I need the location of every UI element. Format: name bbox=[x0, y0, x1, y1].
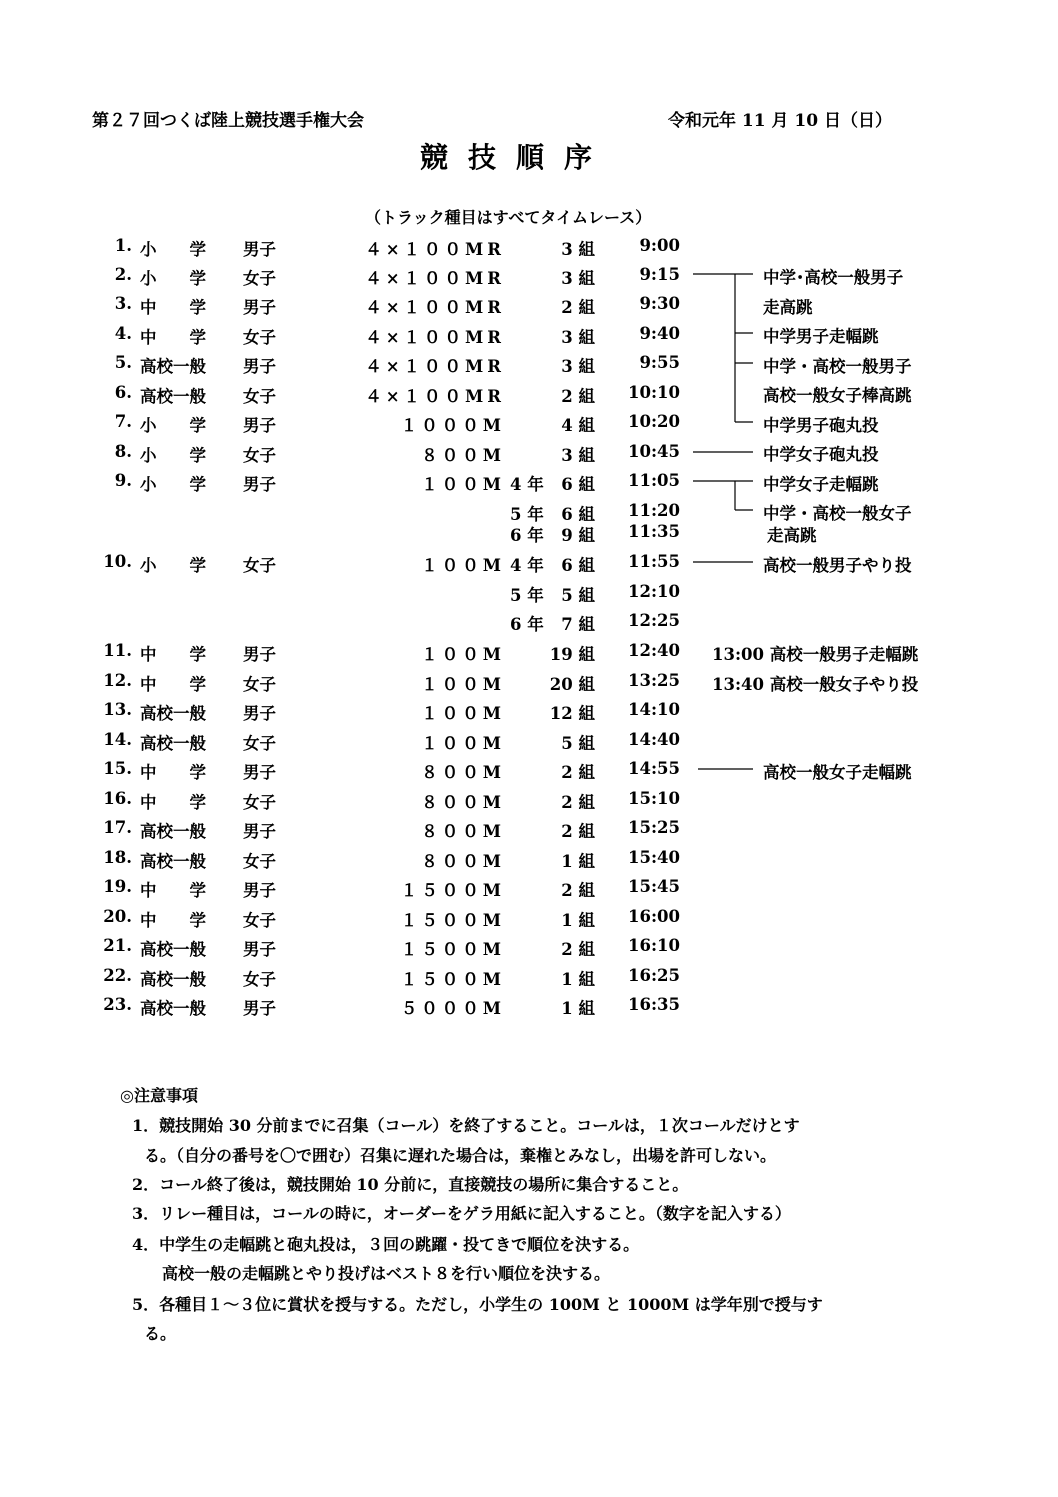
row-event: １００M bbox=[421, 675, 505, 694]
row-category: 高校一般 bbox=[140, 704, 206, 723]
row-gender: 男子 bbox=[243, 763, 276, 782]
row-time: 9:15 bbox=[639, 265, 680, 284]
row-gender: 女子 bbox=[243, 970, 276, 989]
row-event: ４×１００MR bbox=[365, 240, 505, 259]
row-event: ４×１００MR bbox=[365, 357, 505, 376]
row-event: １００M bbox=[421, 645, 505, 664]
row-time: 12:10 bbox=[627, 582, 680, 601]
field-event-2: 中学男子走幅跳 bbox=[763, 327, 879, 346]
row-gender: 男子 bbox=[243, 298, 276, 317]
note-3: 3．リレー種目は，コールの時に，オーダーをゲラ用紙に記入すること。（数字を記入する） bbox=[132, 1204, 791, 1223]
row-number: 15. bbox=[103, 759, 132, 778]
row-category: 小 学 bbox=[140, 446, 206, 465]
row-number: 20. bbox=[103, 907, 132, 926]
row-event: １５００M bbox=[400, 911, 505, 930]
row-number: 13. bbox=[103, 700, 132, 719]
page-title: 競技順序 bbox=[420, 141, 613, 174]
meet-date: 令和元年 11 月 10 日（日） bbox=[668, 111, 892, 131]
row-time: 9:40 bbox=[639, 324, 680, 343]
field-event-10: 13:40 高校一般女子やり投 bbox=[712, 675, 919, 694]
row-gender: 男子 bbox=[243, 357, 276, 376]
row-gender: 女子 bbox=[243, 675, 276, 694]
row-time: 16:25 bbox=[627, 966, 680, 985]
row-number: 7. bbox=[114, 412, 132, 431]
row-category: 高校一般 bbox=[140, 970, 206, 989]
row-grade: 4 年 bbox=[510, 475, 544, 494]
row-gender: 男子 bbox=[243, 822, 276, 841]
row-number: 5. bbox=[114, 353, 132, 372]
row-number: 1. bbox=[114, 236, 132, 255]
row-event: ４×１００MR bbox=[365, 387, 505, 406]
field-event-6: 中学女子走幅跳 bbox=[763, 475, 879, 494]
row-event: １５００M bbox=[400, 881, 505, 900]
row-groups: 6 組 bbox=[561, 475, 595, 494]
row-groups: 1 組 bbox=[561, 999, 595, 1018]
row-time: 11:05 bbox=[627, 471, 680, 490]
row-event: ８００M bbox=[421, 822, 505, 841]
row-event: ４×１００MR bbox=[365, 298, 505, 317]
row-event: １００M bbox=[421, 556, 505, 575]
field-event-1: 中学･高校一般男子 bbox=[763, 268, 904, 287]
row-time: 16:00 bbox=[627, 907, 680, 926]
row-event: １００M bbox=[421, 475, 505, 494]
row-time: 10:45 bbox=[627, 442, 680, 461]
row-number: 19. bbox=[103, 877, 132, 896]
row-category: 中 学 bbox=[140, 675, 206, 694]
row-event: ８００M bbox=[421, 852, 505, 871]
row-gender: 女子 bbox=[243, 852, 276, 871]
row-event: １０００M bbox=[400, 416, 505, 435]
row-number: 14. bbox=[103, 730, 132, 749]
row-groups: 6 組 bbox=[561, 505, 595, 524]
row-time: 9:00 bbox=[639, 236, 680, 255]
row-category: 高校一般 bbox=[140, 734, 206, 753]
row-event: ４×１００MR bbox=[365, 328, 505, 347]
row-gender: 男子 bbox=[243, 645, 276, 664]
row-time: 11:55 bbox=[627, 552, 680, 571]
row-groups: 2 組 bbox=[561, 822, 595, 841]
row-number: 10. bbox=[103, 552, 132, 571]
row-gender: 男子 bbox=[243, 940, 276, 959]
field-event-1-sub: 走高跳 bbox=[763, 298, 813, 317]
field-event-7: 中学・高校一般女子 bbox=[763, 504, 912, 523]
row-gender: 女子 bbox=[243, 734, 276, 753]
row-category: 小 学 bbox=[140, 475, 206, 494]
row-category: 小 学 bbox=[140, 416, 206, 435]
row-groups: 3 組 bbox=[561, 357, 595, 376]
row-category: 中 学 bbox=[140, 298, 206, 317]
row-gender: 男子 bbox=[243, 704, 276, 723]
row-gender: 男子 bbox=[243, 475, 276, 494]
row-category: 高校一般 bbox=[140, 852, 206, 871]
row-groups: 3 組 bbox=[561, 240, 595, 259]
row-category: 小 学 bbox=[140, 556, 206, 575]
row-category: 中 学 bbox=[140, 328, 206, 347]
row-time: 15:10 bbox=[627, 789, 680, 808]
field-event-9: 13:00 高校一般男子走幅跳 bbox=[712, 645, 919, 664]
row-number: 4. bbox=[114, 324, 132, 343]
row-grade: 6 年 bbox=[510, 615, 544, 634]
field-event-5: 中学女子砲丸投 bbox=[763, 445, 879, 464]
row-gender: 男子 bbox=[243, 416, 276, 435]
field-event-8: 高校一般男子やり投 bbox=[763, 556, 912, 575]
note-2: 2．コール終了後は，競技開始 10 分前に，直接競技の場所に集合すること。 bbox=[132, 1175, 689, 1194]
note-4: 4．中学生の走幅跳と砲丸投は，３回の跳躍・投てきで順位を決する。 bbox=[132, 1235, 640, 1254]
row-gender: 女子 bbox=[243, 911, 276, 930]
row-groups: 5 組 bbox=[561, 586, 595, 605]
row-time: 15:40 bbox=[627, 848, 680, 867]
row-gender: 女子 bbox=[243, 793, 276, 812]
row-time: 9:55 bbox=[639, 353, 680, 372]
row-groups: 5 組 bbox=[561, 734, 595, 753]
note-1: 1．競技開始 30 分前までに召集（コール）を終了すること。コールは，１次コールだけとす bbox=[132, 1116, 800, 1135]
row-event: １００M bbox=[421, 704, 505, 723]
row-event: １００M bbox=[421, 734, 505, 753]
row-category: 高校一般 bbox=[140, 822, 206, 841]
row-gender: 女子 bbox=[243, 328, 276, 347]
row-number: 12. bbox=[103, 671, 132, 690]
row-gender: 女子 bbox=[243, 387, 276, 406]
row-time: 12:25 bbox=[627, 611, 680, 630]
row-event: ８００M bbox=[421, 763, 505, 782]
notes-heading: ◎注意事項 bbox=[120, 1086, 198, 1105]
row-time: 15:25 bbox=[627, 818, 680, 837]
row-gender: 男子 bbox=[243, 240, 276, 259]
row-groups: 3 組 bbox=[561, 328, 595, 347]
row-number: 22. bbox=[103, 966, 132, 985]
note-1-cont: る。（自分の番号を〇で囲む）召集に遅れた場合は，棄権とみなし，出場を許可しない。 bbox=[144, 1146, 777, 1165]
row-category: 中 学 bbox=[140, 763, 206, 782]
row-number: 9. bbox=[114, 471, 132, 490]
row-number: 23. bbox=[103, 995, 132, 1014]
row-number: 21. bbox=[103, 936, 132, 955]
row-groups: 4 組 bbox=[561, 416, 595, 435]
page-subtitle: （トラック種目はすべてタイムレース） bbox=[365, 208, 652, 227]
row-number: 2. bbox=[114, 265, 132, 284]
row-groups: 9 組 bbox=[561, 526, 595, 545]
row-time: 13:25 bbox=[627, 671, 680, 690]
row-event: ５０００M bbox=[400, 999, 505, 1018]
row-groups: 2 組 bbox=[561, 793, 595, 812]
row-event: ８００M bbox=[421, 446, 505, 465]
row-groups: 2 組 bbox=[561, 763, 595, 782]
row-groups: 2 組 bbox=[561, 940, 595, 959]
row-groups: 6 組 bbox=[561, 556, 595, 575]
row-event: ４×１００MR bbox=[365, 269, 505, 288]
row-groups: 2 組 bbox=[561, 881, 595, 900]
field-event-7-sub: 走高跳 bbox=[767, 526, 817, 545]
note-5-cont: る。 bbox=[144, 1324, 177, 1343]
row-grade: 5 年 bbox=[510, 586, 544, 605]
field-event-4: 中学男子砲丸投 bbox=[763, 416, 879, 435]
note-5: 5．各種目１～３位に賞状を授与する。ただし，小学生の 100M と 1000M は学年別で授与す bbox=[132, 1295, 823, 1314]
note-4-cont: 高校一般の走幅跳とやり投げはベスト８を行い順位を決する。 bbox=[162, 1264, 611, 1283]
row-time: 14:55 bbox=[627, 759, 680, 778]
meet-title: 第２７回つくば陸上競技選手権大会 bbox=[92, 111, 364, 131]
row-number: 11. bbox=[103, 641, 132, 660]
row-gender: 男子 bbox=[243, 881, 276, 900]
row-groups: 12 組 bbox=[549, 704, 595, 723]
row-time: 10:20 bbox=[627, 412, 680, 431]
row-time: 12:40 bbox=[627, 641, 680, 660]
row-groups: 1 組 bbox=[561, 852, 595, 871]
row-groups: 1 組 bbox=[561, 911, 595, 930]
row-groups: 2 組 bbox=[561, 298, 595, 317]
row-event: １５００M bbox=[400, 940, 505, 959]
row-groups: 19 組 bbox=[549, 645, 595, 664]
row-category: 小 学 bbox=[140, 269, 206, 288]
row-gender: 女子 bbox=[243, 556, 276, 575]
row-category: 高校一般 bbox=[140, 387, 206, 406]
row-event: １５００M bbox=[400, 970, 505, 989]
row-number: 16. bbox=[103, 789, 132, 808]
row-category: 中 学 bbox=[140, 911, 206, 930]
row-number: 3. bbox=[114, 294, 132, 313]
row-groups: 3 組 bbox=[561, 269, 595, 288]
row-grade: 5 年 bbox=[510, 505, 544, 524]
row-number: 6. bbox=[114, 383, 132, 402]
row-time: 10:10 bbox=[627, 383, 680, 402]
row-number: 8. bbox=[114, 442, 132, 461]
field-event-3-sub: 高校一般女子棒高跳 bbox=[763, 386, 912, 405]
row-gender: 女子 bbox=[243, 446, 276, 465]
field-event-11: 高校一般女子走幅跳 bbox=[763, 763, 912, 782]
row-groups: 2 組 bbox=[561, 387, 595, 406]
row-time: 16:35 bbox=[627, 995, 680, 1014]
row-event: ８００M bbox=[421, 793, 505, 812]
row-time: 15:45 bbox=[627, 877, 680, 896]
row-time: 9:30 bbox=[639, 294, 680, 313]
row-category: 中 学 bbox=[140, 645, 206, 664]
row-category: 高校一般 bbox=[140, 999, 206, 1018]
row-number: 17. bbox=[103, 818, 132, 837]
row-time: 14:40 bbox=[627, 730, 680, 749]
row-grade: 6 年 bbox=[510, 526, 544, 545]
row-groups: 20 組 bbox=[549, 675, 595, 694]
row-time: 16:10 bbox=[627, 936, 680, 955]
row-number: 18. bbox=[103, 848, 132, 867]
row-time: 11:20 bbox=[627, 501, 680, 520]
row-gender: 男子 bbox=[243, 999, 276, 1018]
field-event-3: 中学・高校一般男子 bbox=[763, 357, 912, 376]
row-category: 小 学 bbox=[140, 240, 206, 259]
row-category: 高校一般 bbox=[140, 357, 206, 376]
row-groups: 3 組 bbox=[561, 446, 595, 465]
row-groups: 7 組 bbox=[561, 615, 595, 634]
row-groups: 1 組 bbox=[561, 970, 595, 989]
row-category: 中 学 bbox=[140, 793, 206, 812]
row-grade: 4 年 bbox=[510, 556, 544, 575]
row-category: 高校一般 bbox=[140, 940, 206, 959]
row-time: 11:35 bbox=[627, 522, 680, 541]
row-gender: 女子 bbox=[243, 269, 276, 288]
row-category: 中 学 bbox=[140, 881, 206, 900]
row-time: 14:10 bbox=[627, 700, 680, 719]
